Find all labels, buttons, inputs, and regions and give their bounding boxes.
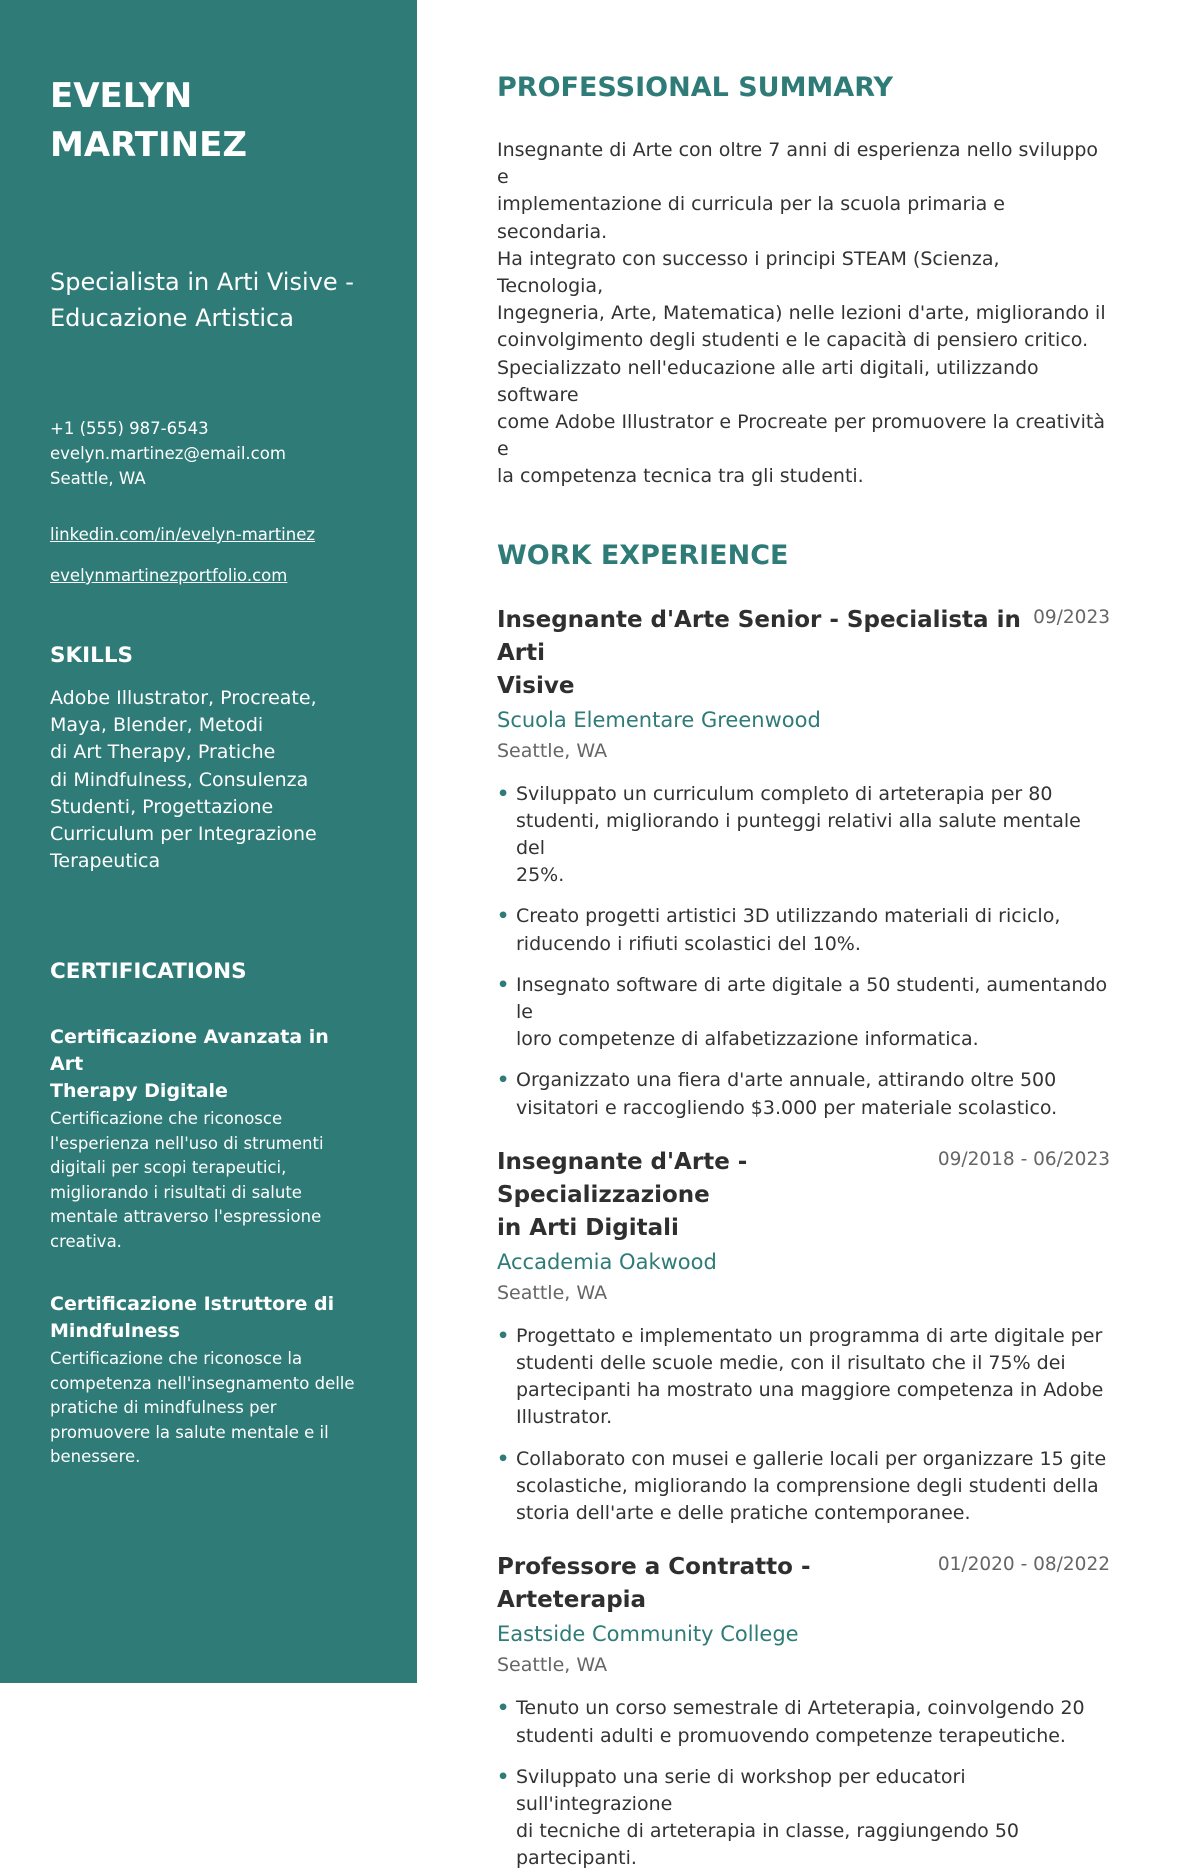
- job-header: [497, 1146, 1110, 1245]
- bullet-icon: •: [497, 1069, 510, 1092]
- cert-title-line: Mindfulness: [50, 1320, 180, 1343]
- bullet-line: di tecniche di arteterapia in classe, raggiungendo 50 partecipanti.: [516, 1820, 1020, 1870]
- bullet-icon: •: [497, 973, 510, 996]
- bullet-line: 25%.: [516, 864, 565, 887]
- cert-desc-line: benessere.: [50, 1447, 141, 1467]
- bullet-line: studenti delle scuole medie, con il risultato che il 75% dei: [516, 1352, 1066, 1375]
- job-bullet: [497, 1446, 1110, 1528]
- main-content: [417, 0, 1190, 1870]
- job-title-line: Professore a Contratto - Arteterapia: [497, 1554, 811, 1614]
- job-company: Scuola Elementare Greenwood: [497, 707, 821, 732]
- bullet-icon: •: [497, 1697, 510, 1720]
- job-bullet: [497, 1695, 1110, 1749]
- summary-line: implementazione di curricula per la scuola primaria e secondaria.: [497, 193, 1005, 243]
- bullet-line: partecipanti ha mostrato una maggiore competenza in Adobe: [516, 1379, 1104, 1402]
- bullet-icon: •: [497, 1765, 510, 1788]
- certification-title: [50, 1024, 367, 1105]
- bullet-line: Insegnato software di arte digitale a 50 studenti, aumentando le: [516, 973, 1108, 1024]
- job-date: 01/2020 - 08/2022: [937, 1554, 1110, 1576]
- skills-line: di Art Therapy, Pratiche: [50, 741, 276, 764]
- skills-line: Adobe Illustrator, Procreate,: [50, 687, 317, 709]
- bullet-line: scolastiche, migliorando la comprensione degli studenti della: [516, 1474, 1099, 1497]
- job-title: [497, 1551, 926, 1617]
- summary-line: come Adobe Illustrator e Procreate per promuovere la creatività e: [497, 411, 1105, 461]
- contact-location: Seattle, WA: [50, 469, 146, 488]
- job-company: Accademia Oakwood: [497, 1249, 717, 1274]
- cert-desc-line: pratiche di mindfulness per: [50, 1398, 277, 1418]
- summary-line: Ingegneria, Arte, Matematica) nelle lezioni d'arte, migliorando il: [497, 302, 1106, 325]
- summary-heading: PROFESSIONAL SUMMARY: [497, 72, 894, 103]
- job-bullet: [497, 1764, 1110, 1873]
- job-bullet: [497, 903, 1110, 957]
- job-entry: [497, 1551, 1110, 1872]
- job-bullets: [497, 781, 1110, 1122]
- job-location: Seattle, WA: [497, 739, 608, 762]
- job-title-line: Visive: [497, 672, 575, 699]
- email-address: evelyn.martinez@email.com: [50, 444, 286, 463]
- skills-line: Maya, Blender, Metodi: [50, 714, 264, 737]
- summary-line: Specializzato nell'educazione alle arti digitali, utilizzando software: [497, 356, 1039, 406]
- bullet-line: Creato progetti artistici 3D utilizzando materiali di riciclo,: [516, 905, 1061, 928]
- bullet-icon: •: [497, 1324, 510, 1347]
- skills-heading: SKILLS: [50, 643, 134, 668]
- bullet-line: studenti adulti e promuovendo competenze terapeutiche.: [516, 1724, 1066, 1747]
- job-header: [497, 604, 1110, 703]
- job-date: 09/2023: [1033, 606, 1110, 628]
- skills-line: Studenti, Progettazione: [50, 795, 274, 818]
- cert-desc-line: mentale attraverso l'espressione: [50, 1207, 322, 1227]
- summary-line: Insegnante di Arte con oltre 7 anni di esperienza nello sviluppo e: [497, 139, 1099, 189]
- skills-line: di Mindfulness, Consulenza: [50, 768, 309, 791]
- role-line: Specialista in Arti Visive -: [50, 268, 354, 296]
- job-entry: [497, 1146, 1110, 1527]
- candidate-name: [50, 72, 367, 170]
- bullet-line: Sviluppato un curriculum completo di arteterapia per 80: [516, 782, 1053, 805]
- job-location: Seattle, WA: [497, 1281, 608, 1304]
- job-title-line: Insegnante d'Arte Senior - Specialista in Arti: [497, 606, 1021, 666]
- bullet-line: storia dell'arte e delle pratiche contemporanee.: [516, 1502, 971, 1525]
- bullet-icon: •: [497, 1447, 510, 1470]
- job-title: [497, 604, 1021, 703]
- role-line: Educazione Artistica: [50, 304, 294, 332]
- bullet-line: Sviluppato una serie di workshop per educatori sull'integrazione: [516, 1765, 966, 1815]
- cert-desc-line: competenza nell'insegnamento delle: [50, 1373, 355, 1393]
- summary-line: la competenza tecnica tra gli studenti.: [497, 465, 864, 488]
- job-bullets: [497, 1695, 1110, 1872]
- cert-title-line: Certificazione Istruttore di: [50, 1293, 335, 1316]
- cert-desc-line: digitali per scopi terapeutici,: [50, 1158, 287, 1178]
- bullet-line: visitatori e raccogliendo $3.000 per materiale scolastico.: [516, 1096, 1058, 1119]
- job-bullet: [497, 1067, 1110, 1121]
- bullet-line: studenti, migliorando i punteggi relativi alla salute mentale del: [516, 809, 1081, 860]
- bullet-icon: •: [497, 905, 510, 928]
- certifications-heading: CERTIFICATIONS: [50, 959, 247, 985]
- profile-links: [50, 522, 367, 588]
- cert-desc-line: Certificazione che riconosce: [50, 1109, 283, 1129]
- name-first: EVELYN: [50, 76, 193, 116]
- job-bullet: [497, 972, 1110, 1054]
- cert-desc-line: Certificazione che riconosce la: [50, 1349, 303, 1369]
- candidate-role: [50, 264, 367, 336]
- job-header: [497, 1551, 1110, 1617]
- certification-description: [50, 1107, 367, 1254]
- job-title: [497, 1146, 926, 1245]
- phone-number: +1 (555) 987-6543: [50, 419, 209, 438]
- job-title-line: in Arti Digitali: [497, 1214, 679, 1241]
- linkedin-link[interactable]: linkedin.com/in/evelyn-martinez: [50, 525, 316, 544]
- cert-title-line: Therapy Digitale: [50, 1080, 228, 1103]
- cert-desc-line: l'esperienza nell'uso di strumenti: [50, 1133, 324, 1153]
- bullet-line: Progettato e implementato un programma di arte digitale per: [516, 1324, 1103, 1347]
- job-title-line: Insegnante d'Arte - Specializzazione: [497, 1148, 748, 1208]
- certification-item: [50, 1291, 367, 1470]
- skills-list: [50, 685, 367, 875]
- portfolio-link[interactable]: evelynmartinezportfolio.com: [50, 566, 288, 585]
- job-date: 09/2018 - 06/2023: [937, 1148, 1110, 1170]
- job-company: Eastside Community College: [497, 1622, 799, 1647]
- bullet-icon: •: [497, 782, 510, 805]
- summary-line: Ha integrato con successo i principi STEAM (Scienza, Tecnologia,: [497, 247, 1000, 298]
- bullet-line: Organizzato una fiera d'arte annuale, attirando oltre 500: [516, 1069, 1057, 1092]
- summary-text: [497, 137, 1110, 491]
- bullet-line: Illustrator.: [516, 1406, 613, 1429]
- cert-desc-line: creativa.: [50, 1231, 122, 1251]
- bullet-line: Collaborato con musei e gallerie locali per organizzare 15 gite: [516, 1447, 1107, 1470]
- contact-info: [50, 416, 367, 491]
- cert-desc-line: migliorando i risultati di salute: [50, 1182, 302, 1202]
- cert-title-line: Certificazione Avanzata in Art: [50, 1026, 329, 1076]
- bullet-line: loro competenze di alfabetizzazione informatica.: [516, 1028, 979, 1051]
- certification-title: [50, 1291, 367, 1345]
- job-bullets: [497, 1323, 1110, 1527]
- job-location: Seattle, WA: [497, 1654, 608, 1677]
- name-last: MARTINEZ: [50, 125, 247, 165]
- certification-item: [50, 1024, 367, 1254]
- job-bullet: [497, 1323, 1110, 1432]
- bullet-line: riducendo i rifiuti scolastici del 10%.: [516, 932, 861, 955]
- work-experience-heading: WORK EXPERIENCE: [497, 539, 789, 571]
- cert-desc-line: promuovere la salute mentale e il: [50, 1422, 329, 1442]
- summary-line: coinvolgimento degli studenti e le capacità di pensiero critico.: [497, 329, 1089, 352]
- job-bullet: [497, 781, 1110, 890]
- certification-description: [50, 1347, 367, 1470]
- skills-line: Curriculum per Integrazione: [50, 823, 317, 846]
- sidebar: [0, 0, 417, 1683]
- job-entry: [497, 604, 1110, 1122]
- skills-line: Terapeutica: [50, 850, 161, 873]
- bullet-line: Tenuto un corso semestrale di Arteterapia, coinvolgendo 20: [516, 1697, 1085, 1720]
